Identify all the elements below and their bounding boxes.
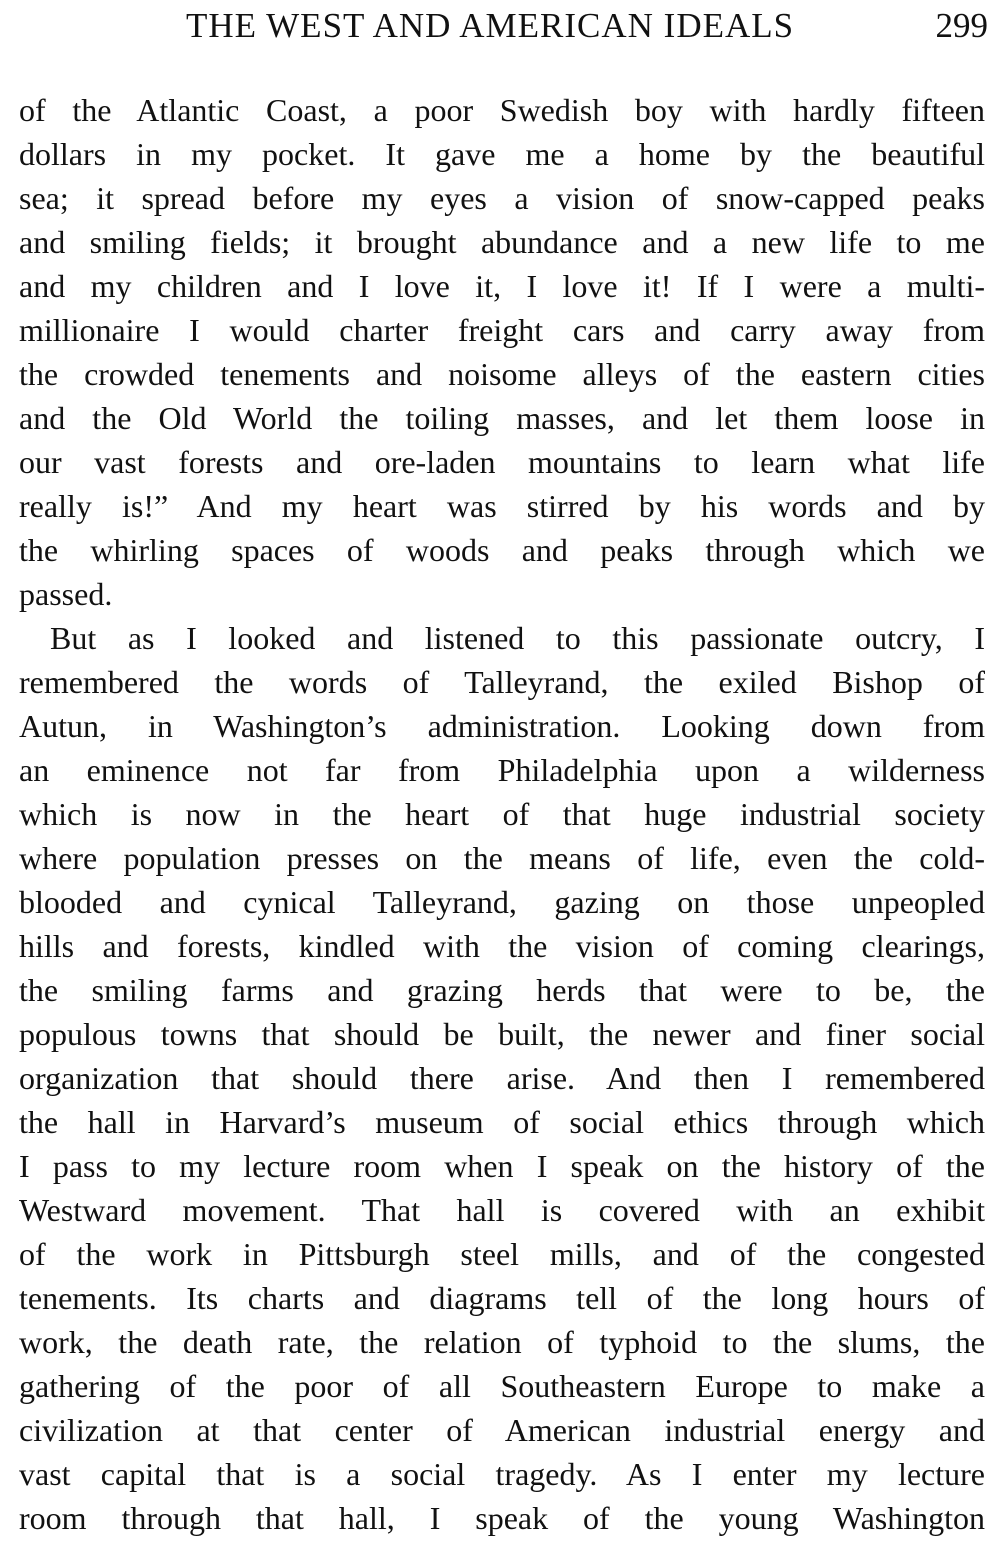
text-line: the whirling spaces of woods and peaks through which we: [19, 532, 985, 568]
text-line: tenements. Its charts and diagrams tell of the long hours of: [19, 1280, 985, 1316]
running-head: [0, 6, 1000, 56]
text-line: But as I looked and listened to this passionate outcry, I: [50, 620, 985, 656]
paragraph-2: [19, 616, 985, 1540]
text-line: millionaire I would charter freight cars and carry away from: [19, 312, 985, 348]
text-line: room through that hall, I speak of the young Washington: [19, 1500, 985, 1536]
text-line: remembered the words of Talleyrand, the exiled Bishop of: [19, 664, 985, 700]
text-line: our vast forests and ore-laden mountains to learn what life: [19, 444, 985, 480]
text-line: the hall in Harvard’s museum of social ethics through which: [19, 1104, 985, 1140]
text-line: hills and forests, kindled with the vision of coming clearings,: [19, 928, 985, 964]
text-line: of the work in Pittsburgh steel mills, and of the congested: [19, 1236, 985, 1272]
text-line: Westward movement. That hall is covered with an exhibit: [19, 1192, 985, 1228]
text-line: organization that should there arise. And then I remembered: [19, 1060, 985, 1096]
paragraph-1: [19, 88, 985, 616]
text-line: and my children and I love it, I love it! If I were a multi-: [19, 268, 985, 304]
text-line: vast capital that is a social tragedy. As I enter my lecture: [19, 1456, 985, 1492]
text-line: where population presses on the means of life, even the cold-: [19, 840, 985, 876]
text-line: gathering of the poor of all Southeastern Europe to make a: [19, 1368, 985, 1404]
running-title: THE WEST AND AMERICAN IDEALS: [186, 6, 795, 45]
text-line: blooded and cynical Talleyrand, gazing on those unpeopled: [19, 884, 985, 920]
text-line: civilization at that center of American industrial energy and: [19, 1412, 985, 1448]
text-line: and smiling fields; it brought abundance and a new life to me: [19, 224, 985, 260]
text-line: really is!” And my heart was stirred by his words and by: [19, 488, 985, 524]
text-line: the crowded tenements and noisome alleys of the eastern cities: [19, 356, 985, 392]
text-line: passed.: [19, 576, 113, 612]
text-line: which is now in the heart of that huge industrial society: [19, 796, 985, 832]
text-line: and the Old World the toiling masses, and let them loose in: [19, 400, 985, 436]
text-line: sea; it spread before my eyes a vision of snow-capped peaks: [19, 180, 985, 216]
text-line: the smiling farms and grazing herds that were to be, the: [19, 972, 985, 1008]
text-line: populous towns that should be built, the newer and finer social: [19, 1016, 985, 1052]
text-line: an eminence not far from Philadelphia upon a wilderness: [19, 752, 985, 788]
text-line: of the Atlantic Coast, a poor Swedish boy with hardly fifteen: [19, 92, 985, 128]
text-line: dollars in my pocket. It gave me a home by the beautiful: [19, 136, 985, 172]
body-text: [19, 88, 985, 1540]
text-line: Autun, in Washington’s administration. Looking down from: [19, 708, 985, 744]
page-number: 299: [935, 6, 988, 45]
text-line: I pass to my lecture room when I speak on the history of the: [19, 1148, 985, 1184]
text-line: work, the death rate, the relation of typhoid to the slums, the: [19, 1324, 985, 1360]
